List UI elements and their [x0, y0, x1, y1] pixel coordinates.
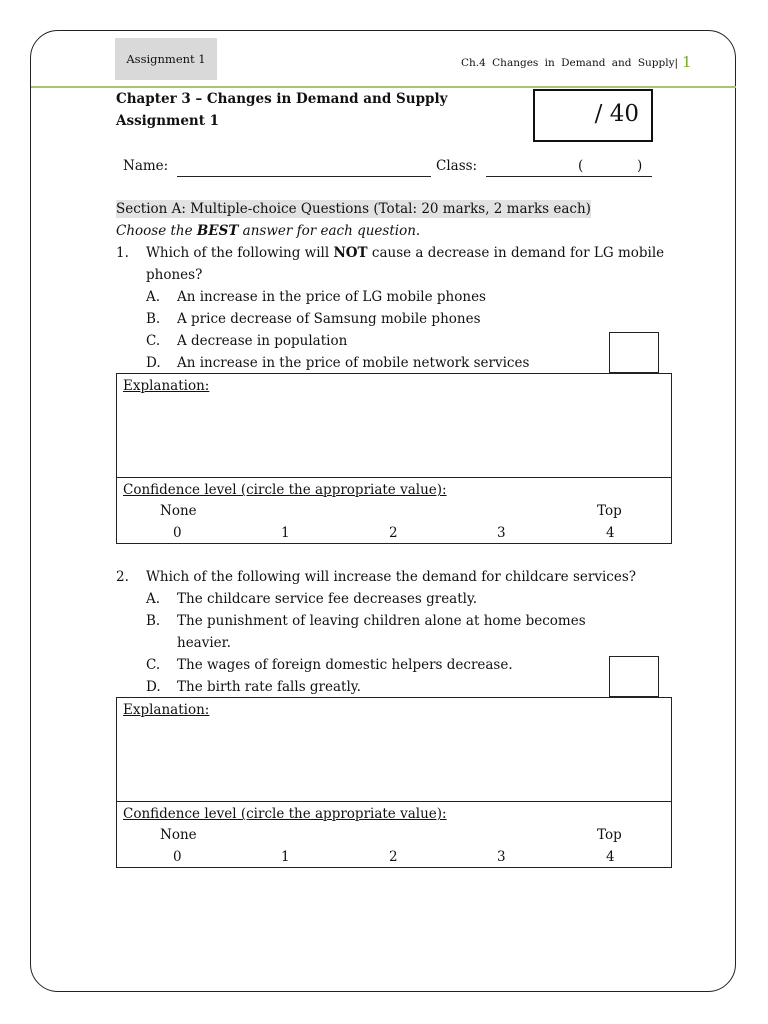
option-text-cont: heavier.	[177, 635, 231, 651]
confidence-label: Confidence level (circle the appropriate value):	[123, 482, 447, 498]
name-field[interactable]	[177, 176, 431, 177]
confidence-option-2[interactable]: 2	[389, 525, 398, 541]
option-text: The birth rate falls greatly.	[177, 679, 361, 695]
instruction: Choose the BEST answer for each question.	[116, 223, 421, 239]
section-heading: Section A: Multiple-choice Questions (Total: 20 marks, 2 marks each)	[116, 201, 591, 217]
name-label: Name:	[123, 158, 169, 174]
question-number: 2.	[116, 569, 129, 585]
explanation-label: Explanation:	[123, 702, 210, 718]
confidence-option-4[interactable]: 4	[606, 849, 615, 865]
confidence-option-0[interactable]: 0	[173, 849, 182, 865]
answer-box-q1[interactable]	[609, 332, 659, 373]
header-rule	[31, 86, 736, 88]
explanation-box-q1[interactable]	[116, 373, 672, 544]
question-text-cont: phones?	[146, 267, 203, 283]
option-letter: C.	[146, 657, 161, 673]
confidence-option-0[interactable]: 0	[173, 525, 182, 541]
option-text: A decrease in population	[177, 333, 348, 349]
option-text: The childcare service fee decreases greatly.	[177, 591, 478, 607]
explanation-label: Explanation:	[123, 378, 210, 394]
option-text: An increase in the price of LG mobile phones	[177, 289, 486, 305]
confidence-low-label: None	[160, 827, 197, 843]
confidence-option-3[interactable]: 3	[497, 525, 506, 541]
confidence-option-4[interactable]: 4	[606, 525, 615, 541]
class-field[interactable]	[486, 176, 652, 177]
confidence-option-2[interactable]: 2	[389, 849, 398, 865]
question-text: Which of the following will increase the demand for childcare services?	[146, 569, 636, 585]
option-letter: D.	[146, 679, 161, 695]
class-number-open: (	[578, 158, 584, 174]
explanation-box-q2[interactable]	[116, 697, 672, 868]
assignment-tag: Assignment 1	[115, 38, 217, 80]
page-number: 1	[682, 53, 692, 71]
option-letter: D.	[146, 355, 161, 371]
confidence-divider	[117, 477, 671, 478]
question-number: 1.	[116, 245, 129, 261]
option-letter: A.	[146, 289, 161, 305]
option-text: An increase in the price of mobile network services	[177, 355, 530, 371]
option-text: The wages of foreign domestic helpers decrease.	[177, 657, 513, 673]
option-letter: B.	[146, 311, 161, 327]
confidence-high-label: Top	[597, 827, 622, 843]
confidence-option-1[interactable]: 1	[281, 849, 290, 865]
confidence-high-label: Top	[597, 503, 622, 519]
confidence-option-3[interactable]: 3	[497, 849, 506, 865]
question-text: Which of the following will NOT cause a decrease in demand for LG mobile	[146, 245, 665, 261]
option-text: A price decrease of Samsung mobile phones	[177, 311, 481, 327]
option-text: The punishment of leaving children alone at home becomes	[177, 613, 586, 629]
class-number-close: )	[637, 158, 643, 174]
option-letter: A.	[146, 591, 161, 607]
answer-box-q2[interactable]	[609, 656, 659, 697]
confidence-label: Confidence level (circle the appropriate value):	[123, 806, 447, 822]
option-letter: C.	[146, 333, 161, 349]
confidence-option-1[interactable]: 1	[281, 525, 290, 541]
confidence-low-label: None	[160, 503, 197, 519]
score-box	[533, 89, 653, 142]
chapter-title: Chapter 3 – Changes in Demand and Supply	[116, 91, 448, 107]
confidence-divider	[117, 801, 671, 802]
class-label: Class:	[436, 158, 478, 174]
option-letter: B.	[146, 613, 161, 629]
assignment-title: Assignment 1	[116, 113, 220, 129]
score-total: / 40	[594, 101, 639, 127]
running-header: Ch.4 Changes in Demand and Supply|	[461, 57, 679, 69]
